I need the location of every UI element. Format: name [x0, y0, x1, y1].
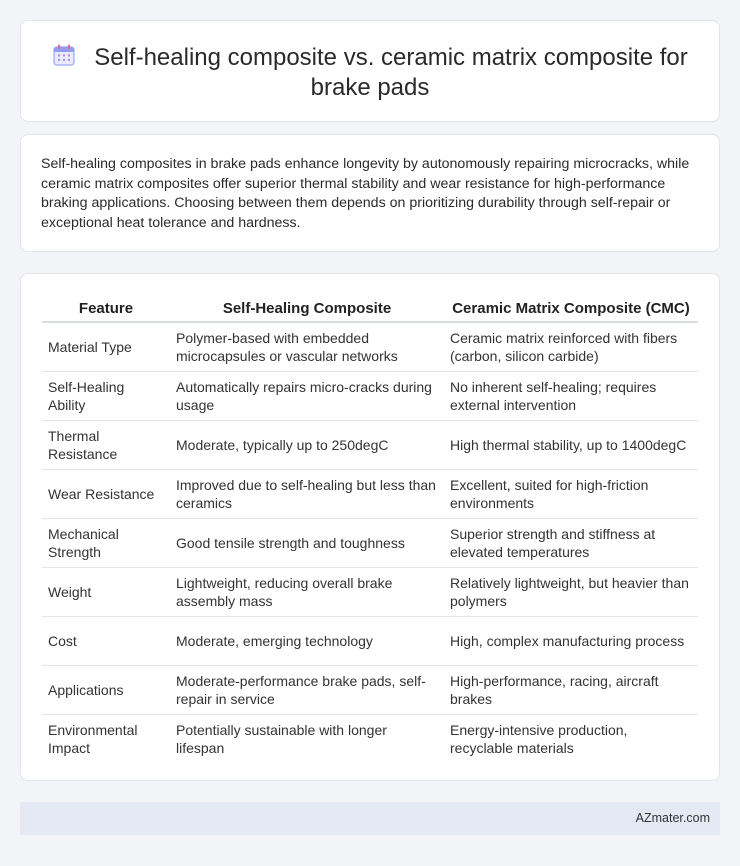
comparison-table-card [20, 273, 720, 781]
page-title: Self-healing composite vs. ceramic matrix composite for brake pads [94, 44, 688, 101]
table-row [42, 616, 698, 665]
footer-bar [20, 802, 720, 835]
cell-cmc: High thermal stability, up to 1400degC [444, 420, 698, 469]
cell-self-healing: Moderate, emerging technology [170, 616, 444, 665]
table-row [42, 518, 698, 567]
table-row [42, 371, 698, 420]
cell-feature: Mechanical Strength [42, 518, 170, 567]
cell-cmc: Energy-intensive production, recyclable materials [450, 721, 628, 756]
table-header-row [42, 294, 698, 322]
cell-feature: Weight [42, 567, 170, 616]
cell-self-healing: Moderate, typically up to 250degC [170, 420, 444, 469]
cell-cmc: Superior strength and stiffness at elevated temperatures [444, 518, 698, 567]
title-card [20, 20, 720, 122]
cell-cmc: High-performance, racing, aircraft brakes [444, 665, 698, 714]
table-row [42, 469, 698, 518]
cell-feature: Cost [42, 616, 170, 665]
header-cmc: Ceramic Matrix Composite (CMC) [444, 294, 698, 322]
cell-cmc: High, complex manufacturing process [444, 616, 698, 665]
cell-self-healing: Lightweight, reducing overall brake assembly mass [170, 567, 444, 616]
cell-cmc: Excellent, suited for high-friction environments [444, 469, 698, 518]
page-title-wrap [21, 43, 719, 103]
summary-card [20, 134, 720, 252]
table-row [42, 567, 698, 616]
cell-feature: Thermal Resistance [42, 420, 170, 469]
cell-self-healing: Polymer-based with embedded microcapsules or vascular networks [170, 322, 444, 371]
cell-self-healing: Moderate-performance brake pads, self-repair in service [170, 665, 444, 714]
cell-cmc: Ceramic matrix reinforced with fibers (carbon, silicon carbide) [444, 322, 698, 371]
header-self-healing: Self-Healing Composite [170, 294, 444, 322]
cell-feature: Self-Healing Ability [42, 371, 170, 420]
cell-self-healing: Improved due to self-healing but less than ceramics [170, 469, 444, 518]
cell-self-healing: Good tensile strength and toughness [170, 518, 444, 567]
calendar-icon [52, 43, 76, 67]
cell-cmc: No inherent self-healing; requires external intervention [444, 371, 698, 420]
table-row [42, 322, 698, 371]
summary-text: Self-healing composites in brake pads enhance longevity by autonomously repairing microcracks, while ceramic matrix composites offer superior thermal stability and wear resistance for high-performance braking applications. Choosing between them depends on prioritizing durability through self-repair or exceptional heat tolerance and hardness. [41, 156, 690, 231]
footer-brand-link[interactable]: AZmater.com [635, 811, 710, 825]
cell-cmc: Relatively lightweight, but heavier than polymers [444, 567, 698, 616]
cell-self-healing: Potentially sustainable with longer lifespan [176, 721, 387, 756]
table-row [42, 714, 698, 763]
cell-feature: Environmental Impact [48, 721, 138, 756]
table-row [42, 665, 698, 714]
header-feature: Feature [42, 294, 170, 322]
cell-feature: Wear Resistance [42, 469, 170, 518]
cell-feature: Applications [42, 665, 170, 714]
table-row [42, 420, 698, 469]
cell-feature: Material Type [42, 322, 170, 371]
comparison-table [42, 294, 698, 763]
cell-self-healing: Automatically repairs micro-cracks during usage [170, 371, 444, 420]
